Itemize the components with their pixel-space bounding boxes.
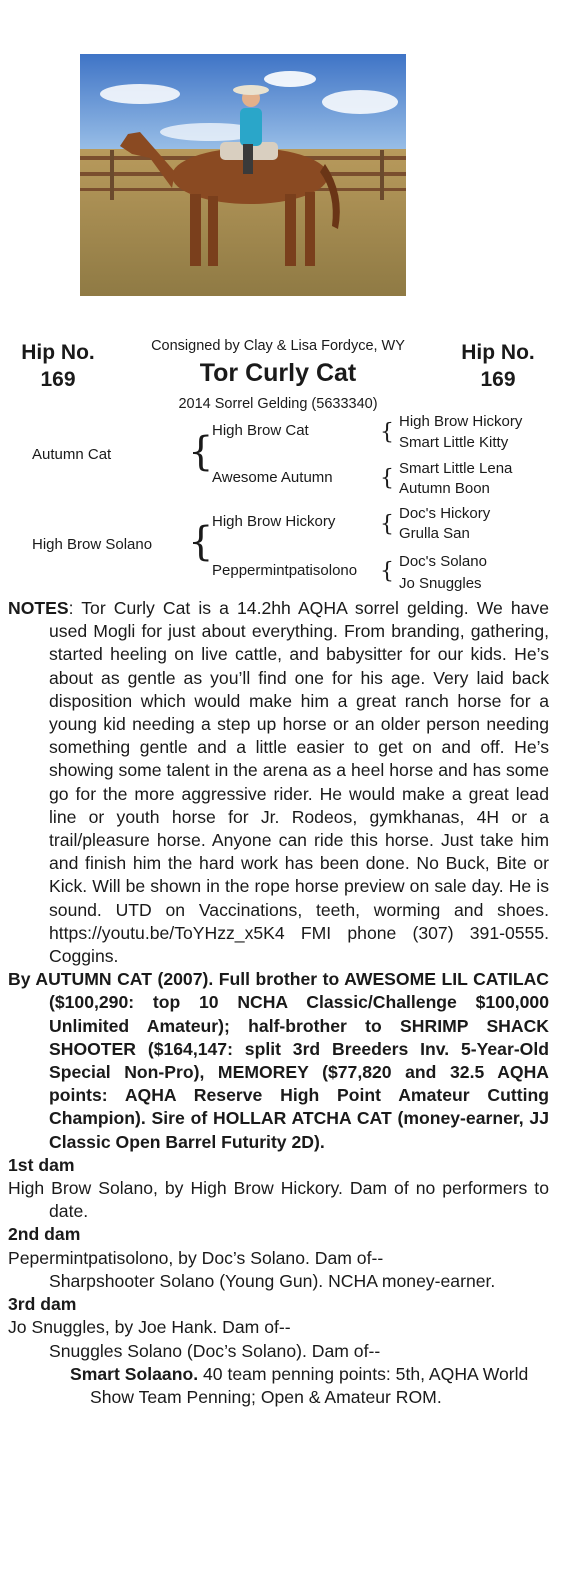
hip-number-left <box>3 339 113 393</box>
notes-text: : Tor Curly Cat is a 14.2hh AQHA sorrel gelding. We have used Mogli for just about everything. From branding, gathering, started heeling on live cattle, and babysitter for our kids. He’s about as gentle as you’ll find one for his age. Very laid back disposition which would make him a great ranch horse for a young kid needing a step up horse or an older person needing something gentle and a little easier to get on and off. He’s showing some talent in the arena as a heel horse and has some go for the more aggressive rider. He would make a great lead line or youth horse for Jr. Rodeos, gymkhanas, 4H or a trail/pleasure horse. Anyone can ride this horse. Just take him and finish him the hard work has been done. No Buck, Bite or Kick. Will be shown in the rope horse preview on sale day. He is sound. UTD on Vaccinations, teeth, worming and shoes. https://youtu.be/ToYHzz_x5K4 FMI phone (307) 391-0555. Coggins. <box>49 598 549 967</box>
third-dam-heading: 3rd dam <box>8 1294 77 1315</box>
catalog-body <box>8 597 549 1409</box>
sire-info-paragraph: By AUTUMN CAT (2007). Full brother to AWESOME LIL CATILAC ($100,290: top 10 NCHA Classic/Challenge $100,000 Unlimited Amateur); half-brother to SHRIMP SHACK SHOOTER ($164,147: split 3rd Breeders Inv. 5-Year-Old Special Non-Pro), MEMOREY ($77,820 and 32.5 AQHA points: AQHA Reserve High Point Amateur Cutting Champion). Sire of HOLLAR ATCHA CAT (money-earner, JJ Classic Open Barrel Futurity 2D). <box>8 969 549 1152</box>
brace-symbol: { <box>380 512 394 537</box>
first-dam-heading: 1st dam <box>8 1154 75 1175</box>
pedigree-dam-sire-dam: Grulla San <box>399 525 470 542</box>
brace-symbol: { <box>380 466 394 491</box>
pedigree-sire: Autumn Cat <box>32 446 112 463</box>
consignor-line: Consigned by Clay & Lisa Fordyce, WY <box>151 338 405 354</box>
pedigree-dam: High Brow Solano <box>32 536 153 553</box>
pedigree-dam-dam-dam: Jo Snuggles <box>399 575 482 592</box>
horse-name: Tor Curly Cat <box>199 359 357 387</box>
pedigree-dam-dam: Peppermintpatisolono <box>212 562 358 579</box>
pedigree-sire-dam: Awesome Autumn <box>212 469 333 486</box>
pedigree-sire-sire-sire: High Brow Hickory <box>399 413 523 430</box>
second-dam-text: Pepermintpatisolono, by Doc’s Solano. Dam of-- <box>8 1247 384 1268</box>
pedigree-sire-dam-dam: Autumn Boon <box>399 480 490 497</box>
second-dam-heading: 2nd dam <box>8 1224 81 1245</box>
first-dam-text: High Brow Solano, by High Brow Hickory. Dam of no performers to date. <box>8 1178 549 1222</box>
brace-symbol: { <box>188 429 214 475</box>
grand-offspring-name: Smart Solaano. <box>70 1363 199 1384</box>
horse-photo <box>80 54 406 296</box>
pedigree-sire-dam-sire: Smart Little Lena <box>399 460 513 477</box>
brace-symbol: { <box>380 420 394 445</box>
notes-label: NOTES <box>8 598 69 618</box>
grand-offspring-text: 40 team penning points: 5th, AQHA World Show Team Penning; Open & Amateur ROM. <box>90 1363 529 1407</box>
pedigree-dam-dam-sire: Doc's Solano <box>399 553 487 570</box>
hip-label: Hip No. <box>21 341 95 364</box>
hip-label: Hip No. <box>461 341 535 364</box>
pedigree-sire-sire-dam: Smart Little Kitty <box>399 434 509 451</box>
third-dam-text: Jo Snuggles, by Joe Hank. Dam of-- <box>8 1317 291 1338</box>
pedigree-sire-sire: High Brow Cat <box>212 422 309 439</box>
hip-number-right <box>443 339 553 393</box>
brace-symbol: { <box>188 519 214 565</box>
brace-symbol: { <box>380 559 394 584</box>
hip-number: 169 <box>40 368 76 391</box>
hip-number: 169 <box>480 368 516 391</box>
notes-paragraph <box>8 597 549 968</box>
horse-description: 2014 Sorrel Gelding (5633340) <box>178 396 378 412</box>
third-dam-grand-offspring <box>8 1363 549 1409</box>
second-dam-offspring: Sharpshooter Solano (Young Gun). NCHA money-earner. <box>49 1270 496 1291</box>
pedigree-dam-sire: High Brow Hickory <box>212 513 336 530</box>
third-dam-offspring: Snuggles Solano (Doc’s Solano). Dam of-- <box>49 1340 381 1361</box>
pedigree-dam-sire-sire: Doc's Hickory <box>399 505 491 522</box>
